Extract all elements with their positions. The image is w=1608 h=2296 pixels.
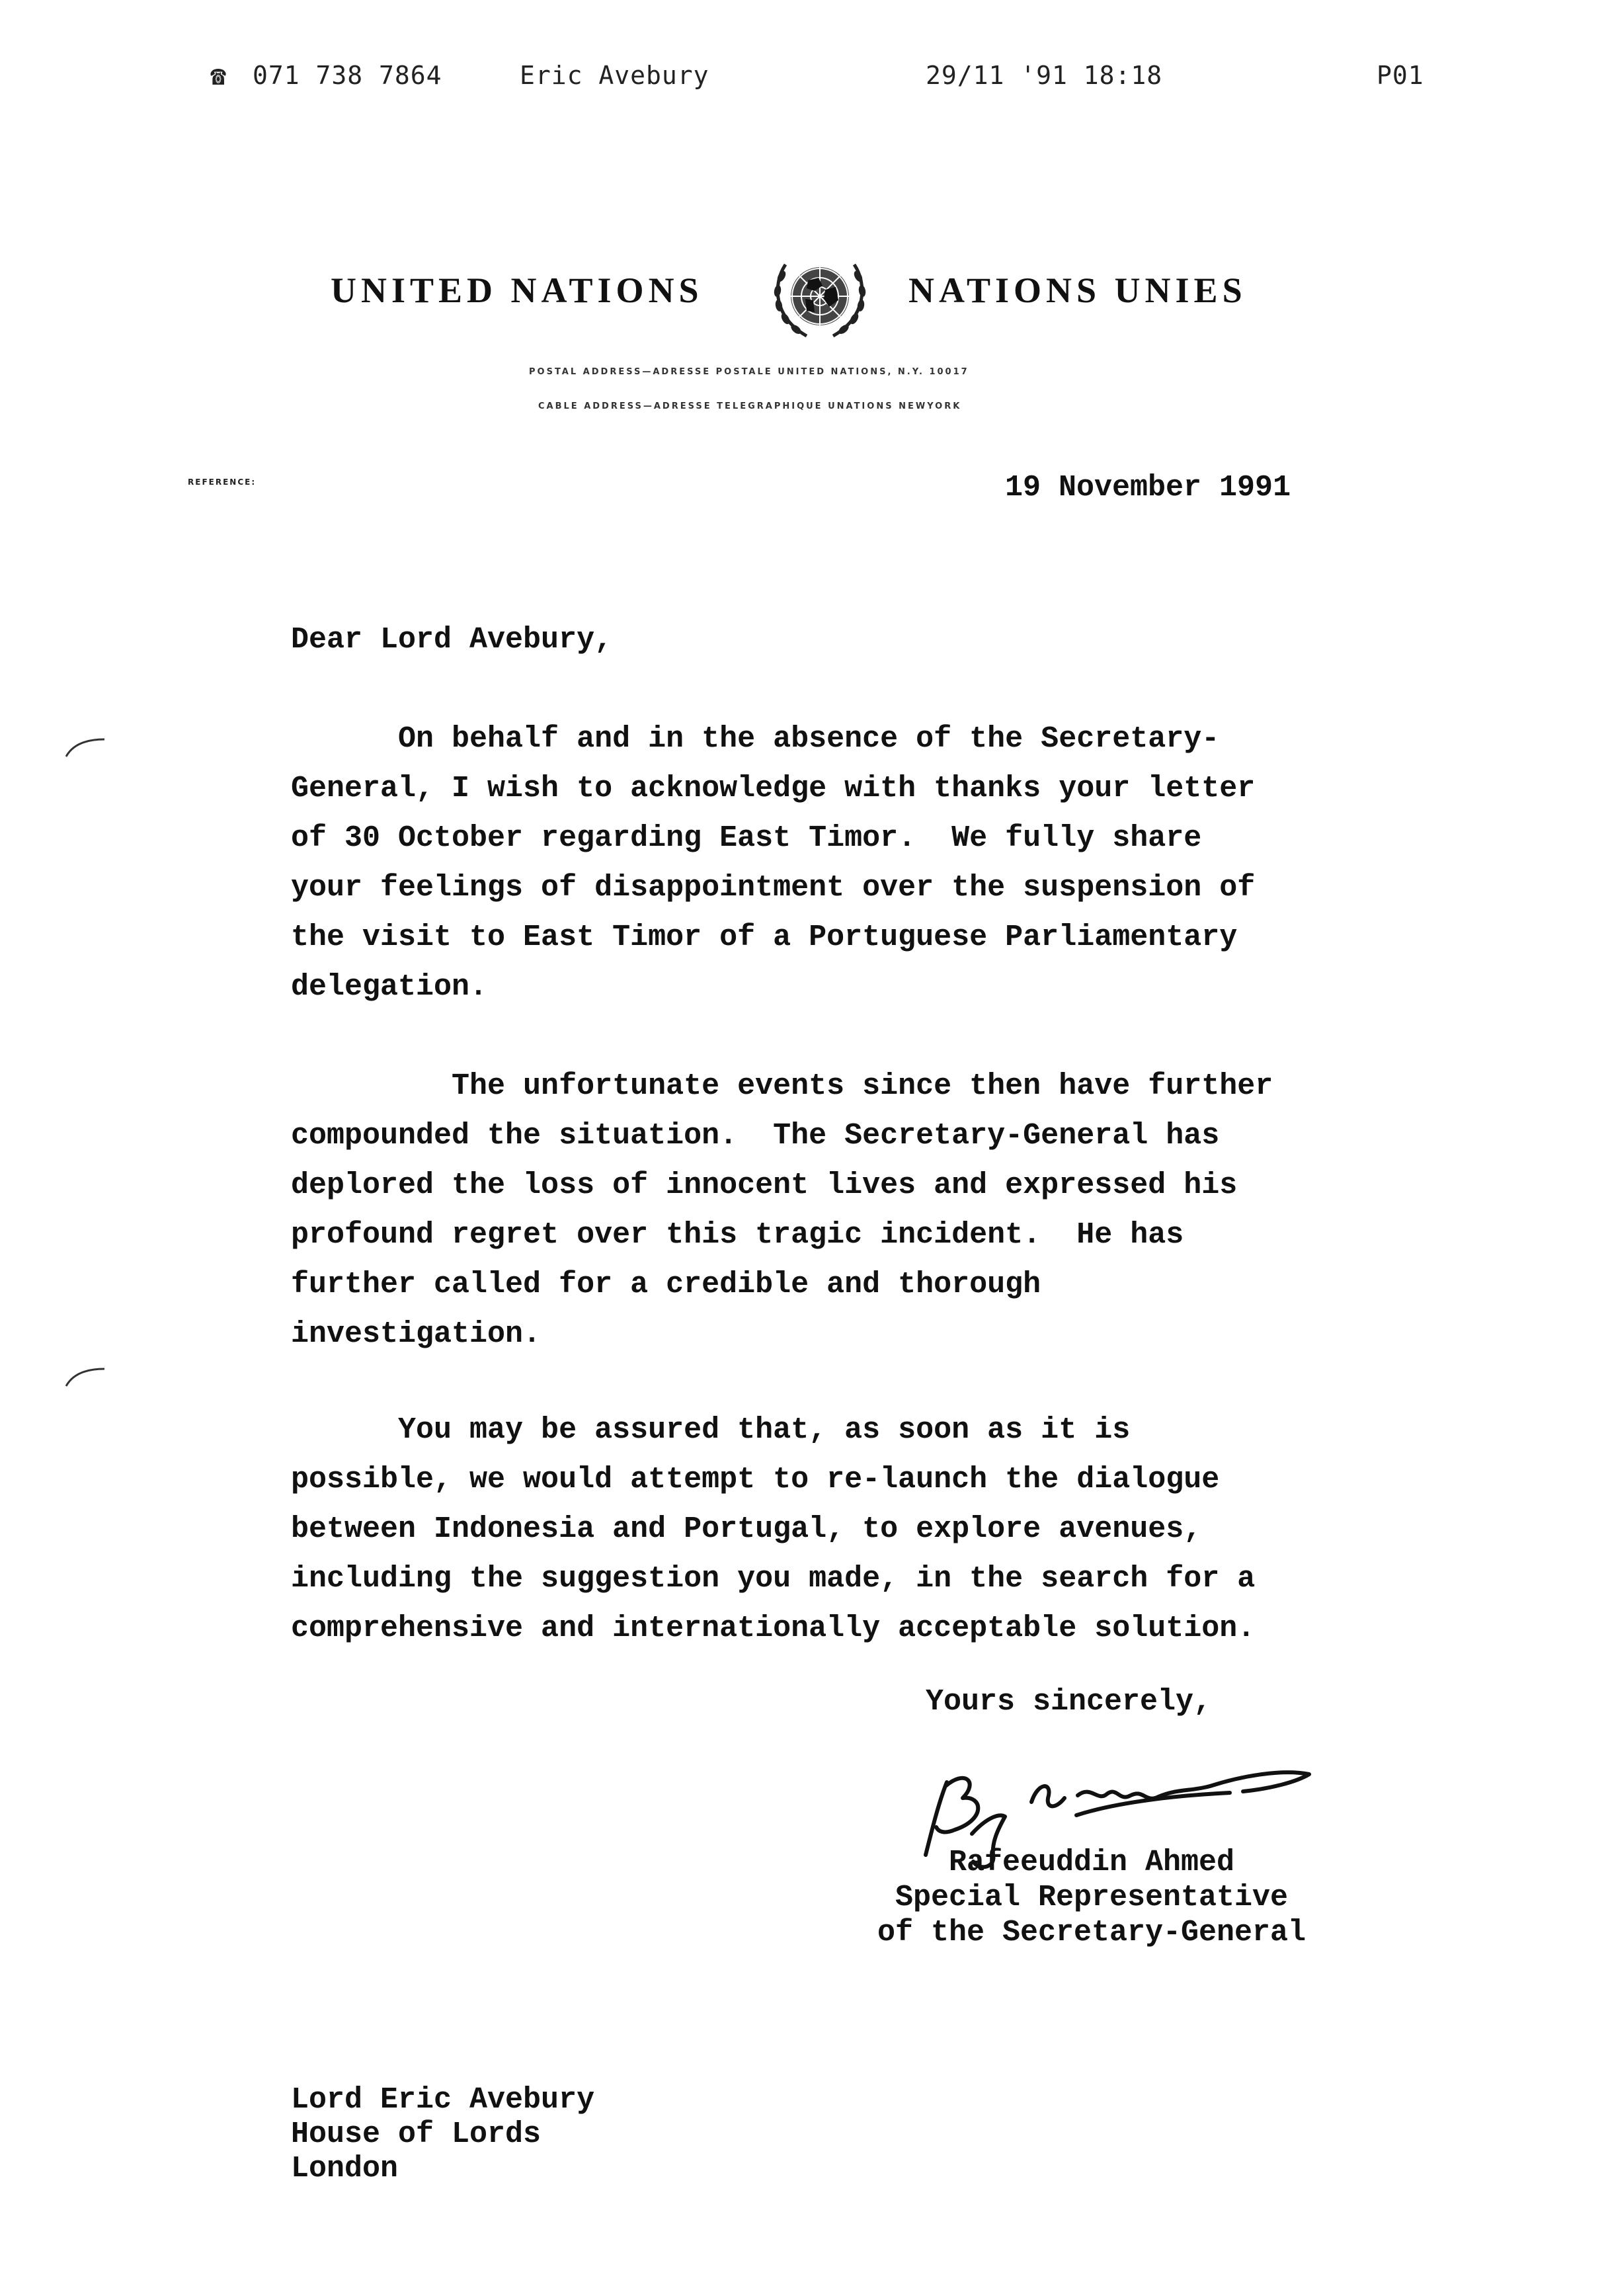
fax-phone-number: 071 738 7864 — [253, 61, 442, 90]
closing: Yours sincerely, — [926, 1685, 1212, 1719]
paragraph-line: You may be assured that, as soon as it is — [291, 1413, 1131, 1447]
paragraph-line: deplored the loss of innocent lives and expressed his — [291, 1168, 1238, 1202]
letterhead-cable-address: CABLE ADDRESS—ADRESSE TELEGRAPHIQUE UNATIONS NEWYORK — [538, 401, 962, 411]
fax-page-number: P01 — [1377, 61, 1424, 90]
paragraph-line: The unfortunate events since then have further — [291, 1069, 1273, 1103]
signer-title-line-2: of the Secretary-General — [877, 1916, 1306, 1949]
paragraph-line: possible, we would attempt to re-launch the dialogue — [291, 1463, 1220, 1496]
paragraph-line: General, I wish to acknowledge with thanks your letter — [291, 772, 1256, 805]
paragraph-line: On behalf and in the absence of the Secretary- — [291, 722, 1220, 756]
margin-punch-mark — [63, 734, 110, 760]
margin-punch-mark — [63, 1364, 110, 1390]
letterhead-org-name-fr: NATIONS UNIES — [908, 270, 1247, 310]
signer-name: Rafeeuddin Ahmed — [948, 1846, 1235, 1879]
letter-date: 19 November 1991 — [1005, 471, 1291, 505]
fax-sender: Eric Avebury — [520, 61, 709, 90]
recipient-line-2: House of Lords — [291, 2117, 542, 2151]
recipient-address — [291, 2083, 594, 2186]
letterhead-org-name-en: UNITED NATIONS — [331, 270, 704, 310]
paragraph-line: further called for a credible and thorough — [291, 1268, 1041, 1301]
paragraph-line: the visit to East Timor of a Portuguese Parliamentary — [291, 921, 1238, 954]
signer-title-line-1: Special Representative — [895, 1881, 1289, 1914]
telephone-icon: ☎ — [210, 61, 227, 91]
paragraph-3 — [291, 1405, 1415, 1653]
paragraph-2 — [291, 1061, 1415, 1359]
fax-date-time: 29/11 '91 18:18 — [926, 61, 1163, 90]
reference-label: REFERENCE: — [188, 477, 257, 487]
paragraph-line: investigation. — [291, 1317, 542, 1351]
paragraph-line: compounded the situation. The Secretary-General has — [291, 1119, 1220, 1153]
paragraph-1 — [291, 714, 1415, 1012]
recipient-line-3: London — [291, 2152, 399, 2186]
paragraph-line: comprehensive and internationally acceptable solution. — [291, 1612, 1256, 1645]
paragraph-line: between Indonesia and Portugal, to explore avenues, — [291, 1512, 1202, 1546]
paragraph-line: profound regret over this tragic incident. He has — [291, 1218, 1184, 1252]
signer-block — [844, 1845, 1340, 1950]
paragraph-line: delegation. — [291, 970, 488, 1004]
paragraph-line: of 30 October regarding East Timor. We fully share — [291, 821, 1202, 855]
recipient-line-1: Lord Eric Avebury — [291, 2083, 595, 2117]
salutation: Dear Lord Avebury, — [291, 623, 613, 657]
letterhead-postal-address: POSTAL ADDRESS—ADRESSE POSTALE UNITED NATIONS, N.Y. 10017 — [529, 367, 969, 377]
paragraph-line: including the suggestion you made, in the search for a — [291, 1562, 1256, 1596]
un-emblem-icon — [767, 251, 873, 344]
paragraph-line: your feelings of disappointment over the suspension of — [291, 871, 1256, 905]
